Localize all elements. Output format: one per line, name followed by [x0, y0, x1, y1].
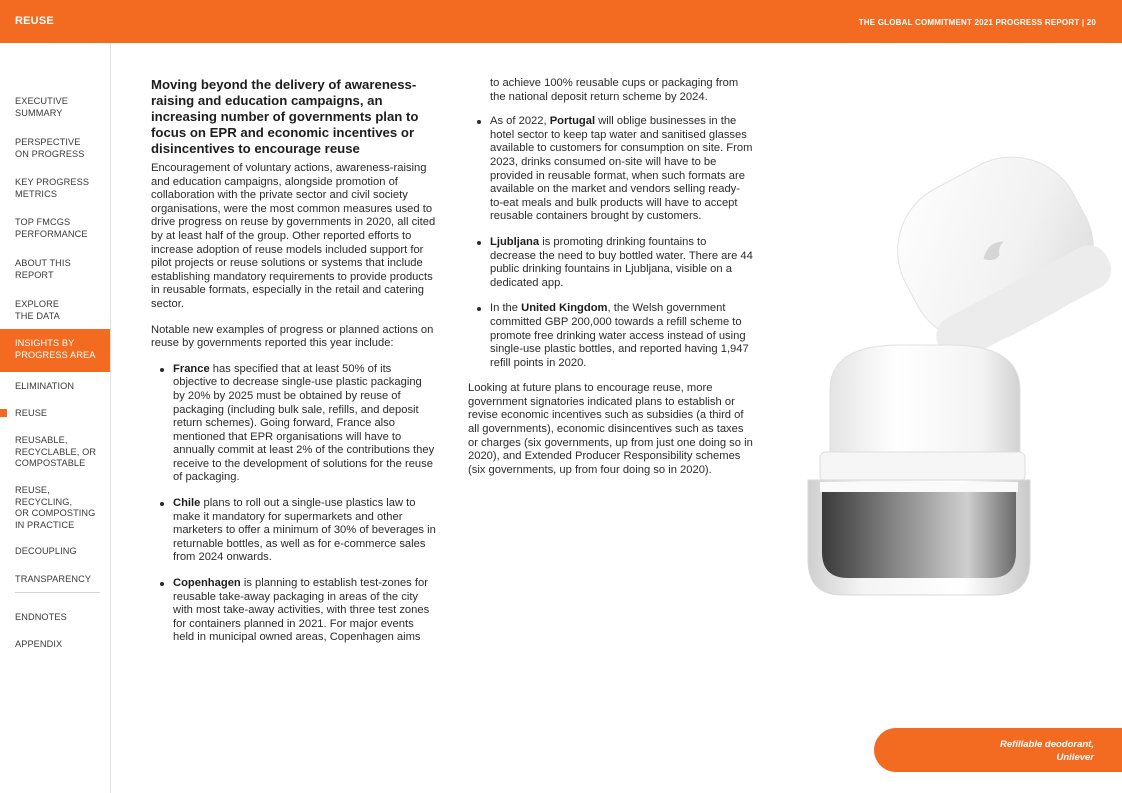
nav-executive-summary[interactable]: EXECUTIVE SUMMARY	[15, 96, 68, 118]
bullet-item: In the United Kingdom, the Welsh government committed GBP 200,000 towards a refill scheme to promote free drinking water access instead of using single-use plastic bottles, and reported having 1,947 refill points in 2020.	[468, 302, 753, 370]
photo-caption	[874, 728, 1122, 772]
bullet-list	[468, 115, 753, 370]
nav-divider	[15, 592, 100, 593]
nav-top-fmcgs-performance[interactable]: TOP FMCGS PERFORMANCE	[15, 217, 88, 239]
deodorant-cap	[873, 140, 1118, 367]
bullet-item: Copenhagen is planning to establish test-zones for reusable take-away packaging in areas of the city with most take-away activities, with three test zones for containers planned in 2021. For major events held in municipal owned areas, Copenhagen aims	[151, 577, 436, 645]
nav-about-this-report[interactable]: ABOUT THIS REPORT	[15, 258, 71, 280]
nav-endnotes[interactable]: ENDNOTES	[15, 612, 67, 622]
nav-insights-by-progress-area[interactable]: INSIGHTS BY PROGRESS AREA	[0, 329, 110, 372]
nav-key-progress-metrics[interactable]: KEY PROGRESS METRICS	[15, 177, 90, 199]
bullet-item: France has specified that at least 50% of its objective to decrease single-use plastic packaging by 20% by 2025 must be obtained by reuse of packaging (including bulk sale, refills, and deposit return schemes). Going forward, France also mentioned that EPR organisations will have to annually commit at least 2% of the contributions they receive to the development of solutions for the reuse of packaging.	[151, 363, 436, 485]
bullet-item: Chile plans to roll out a single-use plastics law to make it mandatory for supermarkets and other marketers to offer a minimum of 30% of beverages in returnable bottles, as well as for e-commerce sales from 2024 onwards.	[151, 497, 436, 565]
nav-decoupling[interactable]: DECOUPLING	[15, 546, 77, 556]
refillable-deodorant-photo	[780, 140, 1122, 620]
section-heading: Moving beyond the delivery of awareness-raising and education campaigns, an increasing number of governments plan to focus on EPR and economic incentives or disincentives to encourage reuse	[151, 77, 419, 156]
body-paragraph: Notable new examples of progress or planned actions on reuse by governments reported this year include:	[151, 323, 434, 350]
body-paragraph: Encouragement of voluntary actions, awareness-raising and education campaigns, alongside promotion of collaboration with the private sector and civil society organisations, were the most common measures used to drive progress on reuse by governments in 2020, all cited by at least half of the group. Other reported efforts to increase adoption of reuse models included support for pilot projects or reuse solutions or systems that include establishing mandatory requirements to provide products in reusable formats, especially in the retail and catering sector.	[151, 162, 436, 310]
nav-appendix[interactable]: APPENDIX	[15, 639, 63, 649]
bullet-list	[151, 363, 436, 645]
nav-transparency[interactable]: TRANSPARENCY	[15, 574, 92, 584]
top-header-bar	[0, 0, 1122, 43]
nav-elimination[interactable]: ELIMINATION	[15, 381, 75, 391]
nav-reuse[interactable]: REUSE	[15, 408, 48, 418]
caption-line: Unilever	[1056, 752, 1094, 763]
report-title: THE GLOBAL COMMITMENT 2021 PROGRESS REPORT | 20	[858, 18, 1096, 27]
section-title: REUSE	[15, 15, 54, 27]
nav-perspective-on-progress[interactable]: PERSPECTIVE ON PROGRESS	[15, 137, 85, 159]
text-column-left	[151, 77, 436, 657]
text-column-middle	[468, 77, 753, 489]
nav-reuse-recycling-composting-in-practice[interactable]: REUSE, RECYCLING, OR COMPOSTING IN PRACTICE	[15, 485, 96, 530]
bullet-continuation: to achieve 100% reusable cups or packaging from the national deposit return scheme by 2024.	[490, 77, 739, 103]
sidebar-nav	[0, 43, 111, 793]
caption-line: Refillable deodorant,	[1000, 739, 1094, 750]
nav-reusable-recyclable-compostable[interactable]: REUSABLE, RECYCLABLE, OR COMPOSTABLE	[15, 435, 97, 468]
bullet-item: As of 2022, Portugal will oblige businesses in the hotel sector to keep tap water and sanitised glasses available to customers for consumption on site. From 2023, drinks consumed on-site will have to be provided in reusable format, when such formats are available on the market and vendors selling ready-to-eat meals and bulk products will have to accept reusable containers brought by customers.	[468, 115, 753, 224]
bullet-item: Ljubljana is promoting drinking fountains to decrease the need to buy bottled water. There are 44 public drinking fountains in Ljubljana, visible on a dedicated app.	[468, 236, 753, 290]
body-paragraph: Looking at future plans to encourage reuse, more government signatories indicated plans to establish or revise economic incentives such as subsidies (a third of all governments), economic disincentives such as taxes or charges (six governments, up from just one doing so in 2020), and Extended Producer Responsibility schemes (six governments, up from four doing so in 2020).	[468, 382, 753, 476]
nav-explore-the-data[interactable]: EXPLORE THE DATA	[15, 299, 60, 321]
